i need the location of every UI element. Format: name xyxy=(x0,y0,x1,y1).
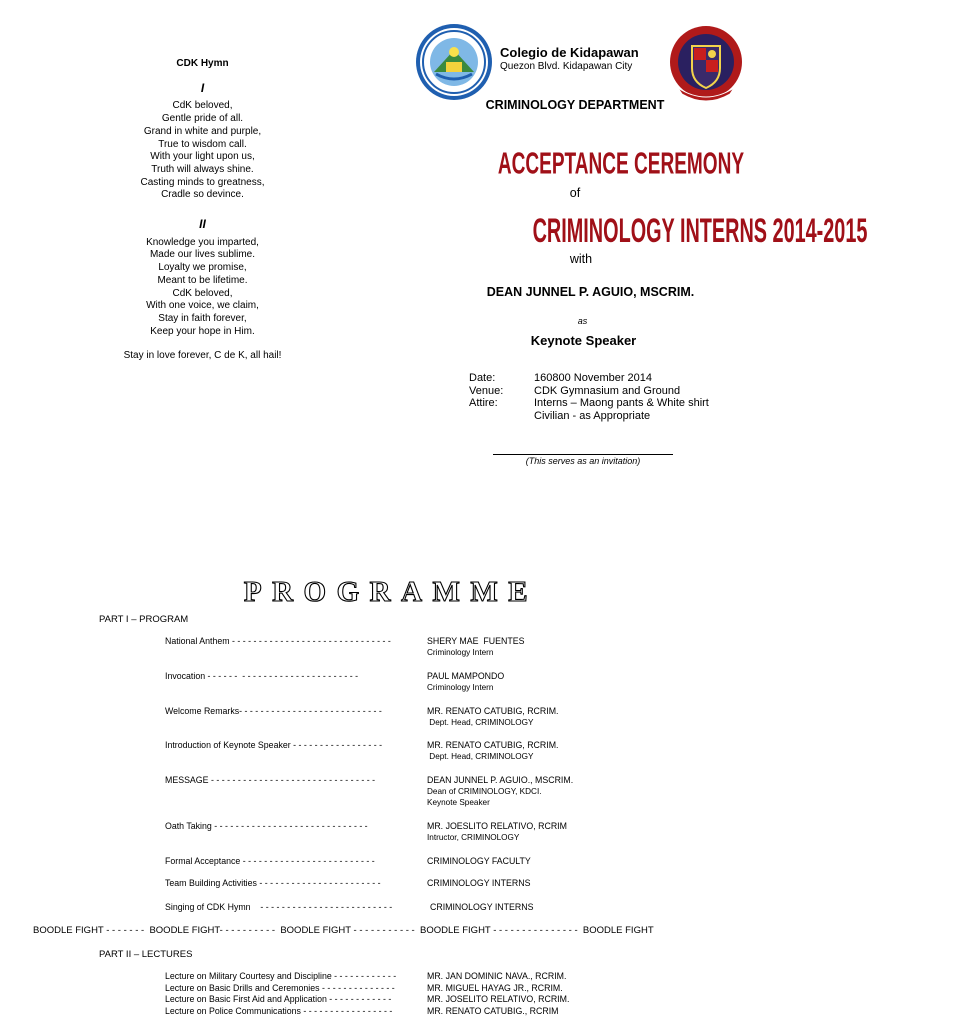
person-title: Criminology Intern xyxy=(427,683,494,692)
attire-value: Interns – Maong pants & White shirt xyxy=(534,397,709,409)
hymn-closing: Stay in love forever, C de K, all hail! xyxy=(123,350,282,362)
speaker-role: Keynote Speaker xyxy=(530,333,637,348)
lecture-title: Lecture on Police Communications - - - - - - - - - - - - - - - - - xyxy=(165,1005,393,1016)
hymn-title: CDK Hymn xyxy=(176,58,229,69)
hymn-line: CdK beloved, xyxy=(172,287,233,299)
programme-item-label: Invocation - - - - - - - - - - - - - - - - - - - - - - - - - - - - xyxy=(165,671,359,681)
person-name: MR. RENATO CATUBIG, RCRIM. xyxy=(427,706,559,716)
verse-number: I xyxy=(200,80,205,95)
person-name: MR. JOESLITO RELATIVO, RCRIM xyxy=(427,821,567,831)
date-value: 160800 November 2014 xyxy=(534,372,653,384)
boodle-fight-line: BOODLE FIGHT - - - - - - - BOODLE FIGHT- - - - - - - - - - BOODLE FIGHT - - - - - - - - - - - BOODLE FIGHT - - - - - - - - - - - - - - - BOODLE FIGHT xyxy=(33,925,654,936)
interns-title: CRIMINOLOGY INTERNS 2014-2015 xyxy=(532,210,868,250)
programme-item-label: Oath Taking - - - - - - - - - - - - - - - - - - - - - - - - - - - - - xyxy=(165,821,368,831)
colegio-seal-icon xyxy=(414,22,494,102)
person-title: Dept. Head, CRIMINOLOGY xyxy=(427,752,534,761)
person-name: CRIMINOLOGY INTERNS xyxy=(427,878,531,888)
lecturer-name: MR. JAN DOMINIC NAVA., RCRIM. xyxy=(427,971,567,981)
person-title: Keynote Speaker xyxy=(427,798,490,807)
hymn-verse-1 xyxy=(100,100,305,202)
person-name: PAUL MAMPONDO xyxy=(427,671,505,681)
school-name: Colegio de Kidapawan xyxy=(500,45,639,60)
hymn-line: With your light upon us, xyxy=(150,151,255,163)
hymn-line: Made our lives sublime. xyxy=(149,249,256,261)
speaker-name: DEAN JUNNEL P. AGUIO, MSCRIM. xyxy=(486,285,695,299)
programme-item-person xyxy=(427,856,531,867)
person-name: CRIMINOLOGY FACULTY xyxy=(427,856,531,866)
event-details xyxy=(469,372,729,432)
hymn-line: Loyalty we promise, xyxy=(158,262,247,274)
hymn-verse-2 xyxy=(100,237,305,339)
programme-item-person xyxy=(427,636,524,658)
date-label: Date: xyxy=(469,372,496,384)
with-text: with xyxy=(569,252,593,266)
hymn-line: Truth will always shine. xyxy=(151,163,254,175)
signature-line xyxy=(493,454,673,455)
department-heading: CRIMINOLOGY DEPARTMENT xyxy=(485,98,665,112)
hymn-line: Casting minds to greatness, xyxy=(140,176,265,188)
programme-item-label: MESSAGE - - - - - - - - - - - - - - - - - - - - - - - - - - - - - - - xyxy=(165,775,376,785)
programme-item-label: Singing of CDK Hymn - - - - - - - - - - - - - - - - - - - - - - - - - xyxy=(165,902,393,912)
person-name: DEAN JUNNEL P. AGUIO., MSCRIM. xyxy=(427,775,574,785)
programme-item-label: Introduction of Keynote Speaker - - - - - - - - - - - - - - - - - xyxy=(165,740,383,750)
person-title: Dean of CRIMINOLOGY, KDCI. xyxy=(427,787,542,796)
lecture-title: Lecture on Basic First Aid and Application - - - - - - - - - - - - xyxy=(165,994,392,1004)
of-text: of xyxy=(569,186,581,200)
hymn-line: Meant to be lifetime. xyxy=(157,274,248,286)
programme-item-person xyxy=(427,740,558,762)
programme-item-label: Team Building Activities - - - - - - - - - - - - - - - - - - - - - - - xyxy=(165,878,381,888)
programme-item-label: Formal Acceptance - - - - - - - - - - - - - - - - - - - - - - - - - xyxy=(165,856,375,866)
hymn-line: Knowledge you imparted, xyxy=(146,236,259,248)
programme-title: PROGRAMME xyxy=(243,576,539,608)
invitation-note: (This serves as an invitation) xyxy=(525,456,641,466)
person-title: Intructor, CRIMINOLOGY xyxy=(427,833,520,842)
hymn-column xyxy=(100,58,305,363)
venue-value: CDK Gymnasium and Ground xyxy=(534,384,681,397)
person-title: Criminology Intern xyxy=(427,648,494,657)
programme-item-person xyxy=(427,775,573,808)
person-name: CRIMINOLOGY INTERNS xyxy=(430,902,534,912)
as-text: as xyxy=(577,316,588,326)
event-title: ACCEPTANCE CEREMONY xyxy=(497,146,745,181)
verse-number: II xyxy=(199,217,206,232)
part-1-heading: PART I – PROGRAM xyxy=(99,614,189,625)
attire-label: Attire: xyxy=(469,397,498,409)
hymn-line: Grand in white and purple, xyxy=(143,125,262,137)
lecturer-name: MR. MIGUEL HAYAG JR., RCRIM. xyxy=(427,982,563,993)
school-address: Quezon Blvd. Kidapawan City xyxy=(500,61,633,72)
lecturer-name: MR. RENATO CATUBIG., RCRIM xyxy=(427,1005,559,1016)
hymn-line: With one voice, we claim, xyxy=(146,300,259,312)
programme-item-person xyxy=(427,671,504,693)
programme-item-person xyxy=(430,902,533,913)
attire-value-civilian: Civilian - as Appropriate xyxy=(534,409,651,422)
hymn-line: Gentle pride of all. xyxy=(161,113,244,125)
venue-label: Venue: xyxy=(469,384,504,397)
programme-item-person xyxy=(427,706,558,728)
programme-item-label: National Anthem - - - - - - - - - - - - - - - - - - - - - - - - - - - - - - xyxy=(165,636,391,646)
person-name: SHERY MAE FUENTES xyxy=(427,636,525,646)
person-name: MR. RENATO CATUBIG, RCRIM. xyxy=(427,740,559,750)
hymn-line: Stay in faith forever, xyxy=(158,312,247,324)
programme-item-person xyxy=(427,878,530,889)
hymn-line: CdK beloved, xyxy=(172,100,233,112)
lecture-title: Lecture on Basic Drills and Ceremonies - - - - - - - - - - - - - - xyxy=(165,982,395,993)
part-2-heading: PART II – LECTURES xyxy=(99,949,193,960)
hymn-line: Cradle so devince. xyxy=(161,189,244,201)
person-title: Dept. Head, CRIMINOLOGY xyxy=(427,718,534,727)
hymn-line: Keep your hope in Him. xyxy=(150,325,255,337)
criminology-shield-icon xyxy=(668,22,744,106)
programme-item-label: Welcome Remarks- - - - - - - - - - - - - - - - - - - - - - - - - - - xyxy=(165,706,382,716)
lecture-title: Lecture on Military Courtesy and Discipline - - - - - - - - - - - - xyxy=(165,971,397,981)
hymn-line: True to wisdom call. xyxy=(158,138,247,150)
programme-item-person xyxy=(427,821,567,843)
lecturer-name: MR. JOSELITO RELATIVO, RCRIM. xyxy=(427,994,570,1004)
